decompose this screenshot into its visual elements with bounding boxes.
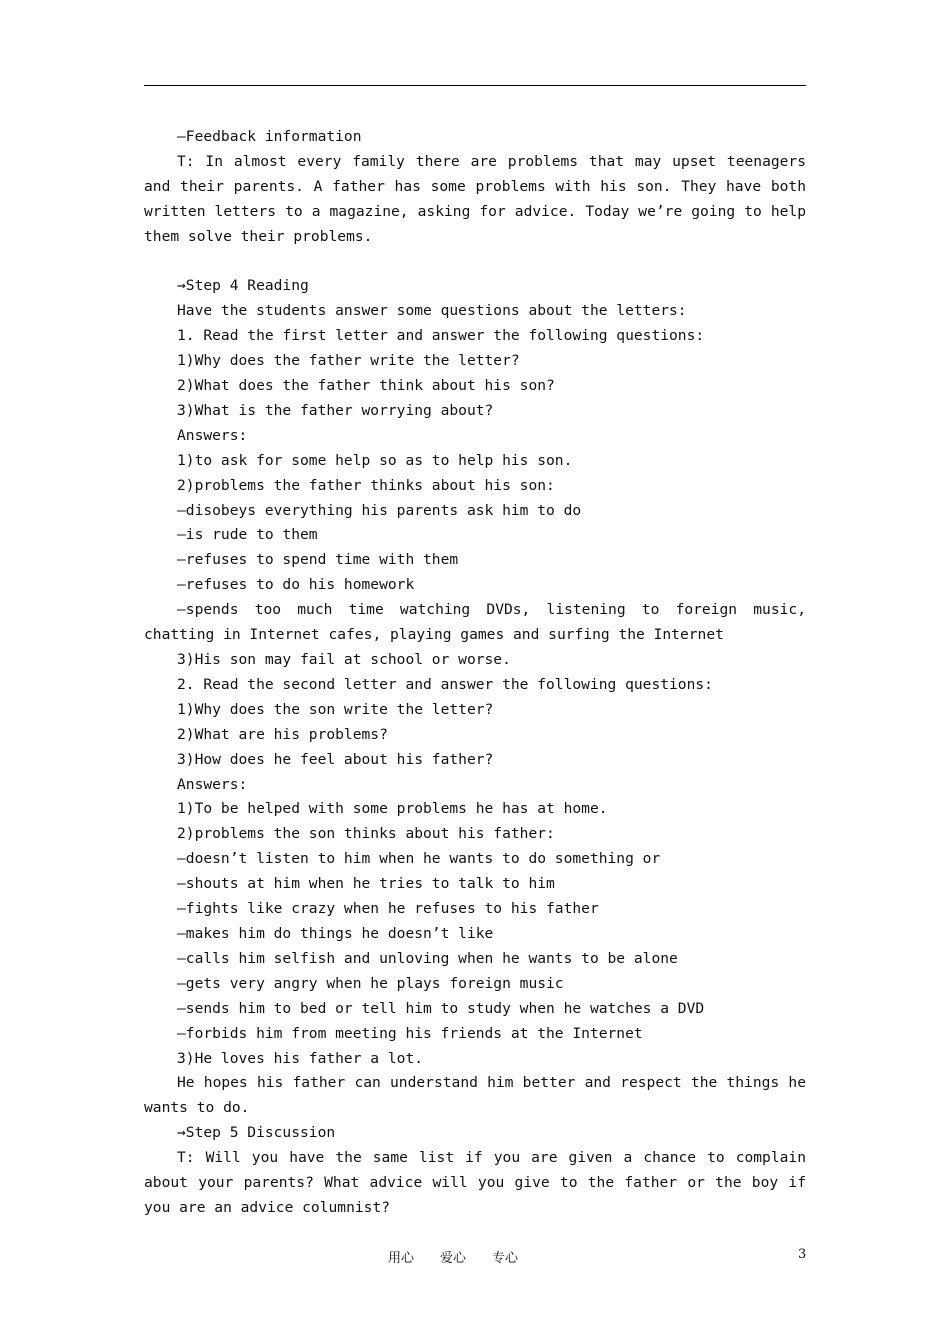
text-line: —is rude to them — [177, 526, 318, 544]
text-line: 2)problems the father thinks about his son: — [177, 476, 555, 494]
text-line: Answers: — [177, 775, 248, 793]
text-line: —refuses to spend time with them — [177, 551, 459, 569]
text-line: Answers: — [177, 426, 248, 444]
text-line: —gets very angry when he plays foreign music — [177, 974, 564, 992]
text-line: —calls him selfish and unloving when he wants to be alone — [177, 949, 678, 967]
text-line: T: In almost every family there are problems that may upset teenagers and their parents. A father has some problems with his son. They have both written letters to a magazine, asking for advice. Today we’re going to help them solve their problems. — [144, 152, 815, 245]
paragraph-gap — [144, 250, 806, 275]
page-number: 3 — [798, 1247, 807, 1262]
footer-motto: 用心 爱心 专心 — [388, 1251, 519, 1266]
header-rule — [144, 85, 806, 86]
text-line: He hopes his father can understand him better and respect the things he wants to do. — [144, 1074, 815, 1117]
text-line: 3)How does he feel about his father? — [177, 750, 494, 768]
text-line: 3)He loves his father a lot. — [177, 1049, 424, 1067]
text-line: 1)Why does the father write the letter? — [177, 352, 520, 370]
text-line: —fights like crazy when he refuses to his father — [177, 900, 599, 918]
document-body — [144, 125, 815, 1221]
text-line: 2. Read the second letter and answer the following questions: — [177, 675, 713, 693]
text-line: 3)What is the father worrying about? — [177, 401, 494, 419]
text-line: —doesn’t listen to him when he wants to do something or — [177, 850, 661, 868]
text-line: 3)His son may fail at school or worse. — [177, 651, 511, 669]
text-line: 2)What are his problems? — [177, 725, 388, 743]
page-footer — [0, 1247, 950, 1269]
text-line: —Feedback information — [177, 128, 362, 145]
text-line: 2)What does the father think about his son? — [177, 377, 555, 395]
text-line: —shouts at him when he tries to talk to him — [177, 875, 555, 893]
text-line: 1. Read the first letter and answer the following questions: — [177, 327, 705, 345]
text-line: —sends him to bed or tell him to study when he watches a DVD — [177, 999, 705, 1017]
text-line: 1)to ask for some help so as to help his son. — [177, 451, 573, 469]
text-line: 1)To be helped with some problems he has at home. — [177, 800, 608, 818]
text-line: —disobeys everything his parents ask him to do — [177, 501, 582, 519]
text-line: T: Will you have the same list if you are given a chance to complain about your parents? What advice will you give to the father or the boy if you are an advice columnist? — [144, 1149, 815, 1216]
text-line: 1)Why does the son write the letter? — [177, 700, 494, 718]
text-line: —spends too much time watching DVDs, listening to foreign music, chatting in Internet cafes, playing games and surfing the Internet — [144, 601, 815, 644]
text-line: →Step 4 Reading — [177, 277, 309, 295]
text-line: —refuses to do his homework — [177, 576, 415, 594]
text-line: —makes him do things he doesn’t like — [177, 924, 494, 942]
text-line: Have the students answer some questions about the letters: — [177, 302, 687, 320]
text-line: →Step 5 Discussion — [177, 1124, 336, 1142]
text-line: 2)problems the son thinks about his father: — [177, 825, 555, 843]
text-line: —forbids him from meeting his friends at the Internet — [177, 1024, 643, 1042]
